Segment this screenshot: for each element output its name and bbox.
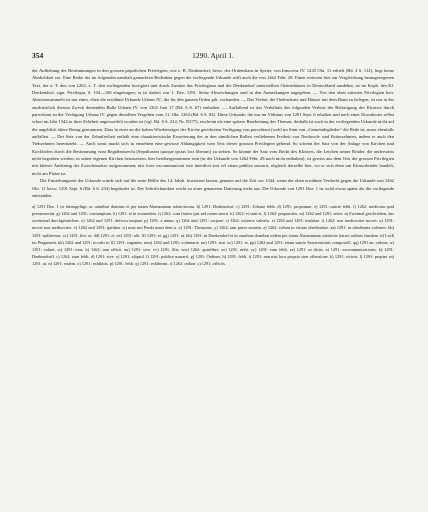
footnotes: a) 1291 Dez. 1 ist hinzugefügt: ac omnibus dominis et per totam Alamanniam subiectorum. b) 1291: Denkendorf. c) 1291: Urbano fehlt. d) 1291: proponunt. e) 1291: sancte fehlt. f) 1262: medicum quid presumserint. g) 1262 und 1291: contumptum. h) 1291: et in eorumdem. i) 1262: cum fratres ipsi sed rerum morti. k) 1262: et stati et. l) 1262: propuesitis. m) 1262 und 1291: testis. n) Zweimal geschrieben, das zweitemal durchgestrichen. o) 1262 und 1291: defectu inopiae. p) 1291: a unum. q) 1262 und 1291: corpore. r) 1262: existere valeatis. s) 1262 und 1291: malitiae. t) 1262: non mediocriter movet. u) 1291: movet non mediocriter. v) 1262 und 1291: quidam. w) usus mit Punkt unter dem u. x) 1291: Thesaurus. y) 1262: tam prave assueta. z) 1262: volunt in virtute obedientiae. aa) 1291: in obedientia volentes. bb) 1291: nullatenus. cc) 1291: lies: ut. dd) 1291: et. ee) 1291: alii. ff) 1291: et. gg) 1291: ut. hh) 1291: in Denkendorf et in omnibus domibus eidem per totam Alamanniam subiectis fratres ordinis eiusdem. ii) Loch im Pergament. kk) 1262 und 1291: occulti et. ll) 1291: vagantes. mm) 1262 und 1291: voluntarie. nn) 1291: sint. oo) 1291: et. pp) 1262 und 1291: etiam sancte Sarracenitatis compostell. qq) 1291 an: ordinis. rr) 1291: volunt. ss) 1291: eius. tt) 1262: tam officii. uu) 1291: sive. vv) 1291: illis. ww) 1262: quaelibet. xx) 1291: mihi. yy) 1291: eum fehlt. zz) 1291: ut dictis. a) 1291: excommunicationis. b) 1291: Denkendorff. c) 1262: eum fehlt. d) 1291: sive. e) 1291: aliquid. f) 1291: publice usurarii. g) 1291: Ordines. h) 1291: fehlt. i) 1291: non nisi loco proprio sine offensione. k) 1291: vicinis. l) 1291: propter. m) 1291: ut. n) 1291: eadem. o) 1291: exhibitis. p) 1291: fehlt. q) 1291: exhibeant. r) 1262: ordine. s) 1291: officiis. xyxy=(32,204,394,266)
page-number: 354 xyxy=(32,51,44,60)
running-head: 1290. April 1. xyxy=(192,51,234,60)
page-header xyxy=(32,50,394,62)
body-paragraph: der Aufhebung der Bestimmungen in den grossen päpstlichen Privilegien, wie z. B. Denkendorf, bezw. des Ordensbaus in Speier, von Innocenz IV. 1245 Okt. 11 erhielt (Bd. 4 S. 112), liegt keine Ähnlichkeit vor. Eine Reihe der im folgenden namhaft gemachten Bedenken gegen die vorliegende Urkunde trifft auch die von 1262 Febr. 28. Einen weiteren hier zur Vergleichung herangezogenen Text, der z. T. den von 1262, z. T. den vorliegenden korrigiert und durch Zusätze das Privilegium und die Denkendorf unterstellten Ordenshäuser in Deutschland ausdehnt, ist im Kopb. des Kl. Denkendorf, sign. Privilegia, S. 104—106 eingetragen; er ist datiert von 1. Dez. 1291. Seine Abweichungen sind in den Anmerkungen angegeben. — Von den oben zitierten Privilegien betr. Almosensammeln ist nur eines, eben die erwähnte Urkunde Urbans IV., die für den ganzen Orden gilt, vorhanden. — Das Verbot, die Ordensleute und Häuser mit dem Bann zu belegen, ist nur in der ausdrücklich diesem Zweck dienenden Bulle Urbans IV. von 1262 Juni 17 (Bd. 6 S. 67) enthalten. — Auffallend ist das Verhältnis des folgenden Verbots der Belästigung des Klosters durch parochiani zu der Verfügung Urbans IV. gegen dieselben Vergehen vom 11. Okt. 1262 (Bd. 6 S. 84). Diese Urkunde, die nur im Vidimus von 1291 Sept. 6 erhalten und nach einer Dorsalnotiz selbst schon im Jahr 1344 in ihrer Echtheit angezweifelt worden ist (vgl. Bd. 6 S. 234, Nr. N377), erscheint als eine spätere Bearbeitung des Themas; deshalb ist auch in der vorliegenden Urkunde nicht auf die angeblich ältere Bezug genommen. Dass in einer an die hohen Würdenträger der Kirche gerichteten Verfügung von parochiani (wohl im Sinn von „Gemeindeglieder“ die Rede ist, muss ebenfalls auffallen. — Der Satz von der Zehntfreiheit enthält eine charakteristische Erweiterung der in den sämtlichen Bullen verliehenen Freiheit von Neubruch- und Futterzehnten, indem er auch den Viehzehnten hereinzieht. — Auch sonst macht sich in einzelnen eine gewisse Abhängigkeit vom Text dieser grossen Privilegien geltend. So scheint der Satz von der Anlage von Kirchen und Kirchhöfen durch die Bestimmung vom Begräbnisrecht (Sepulturam quoque ipsius loci liberam) zu stehen. So könnte der Satz vom Recht des Klosters, die Leichen seiner Brüder, die anderwärts nicht begraben werden, in seiner eigenen Kirchen beizusetzen, hier herübergenommen sein (in der Urkunde von 1262 Febr. 28 noch nicht enthalten), ist gewiss aus dem Text der grossen Privilegien mit kleiner Änderung der Zwischensätze aufgenommen; nisi forte excommunicati sive interdicti sint vel etiam publice usurarii, obgleich derselbe hier, wo er sich eben um Klosterbrüder handelt, nicht am Platze ist. xyxy=(32,68,394,176)
body-paragraph: Die Entstehungszeit der Urkunde würde sich auf die erste Hälfte des 14. Jahrh. festsetzen lassen, genauer auf die Zeit vor 1344, wenn der oben erwähnte Verdacht gegen die Urkunde von 1262 Okt. 11 bezw. 1291 Sept. 6 (Bd. 6 S. 234) begründet ist. Der Schriftcharakter reicht zu einer genaueren Datierung nicht aus. Die Urkunde von 1291 Dez. 1 ist wohl etwas später als die vorliegende entstanden. xyxy=(32,178,394,198)
